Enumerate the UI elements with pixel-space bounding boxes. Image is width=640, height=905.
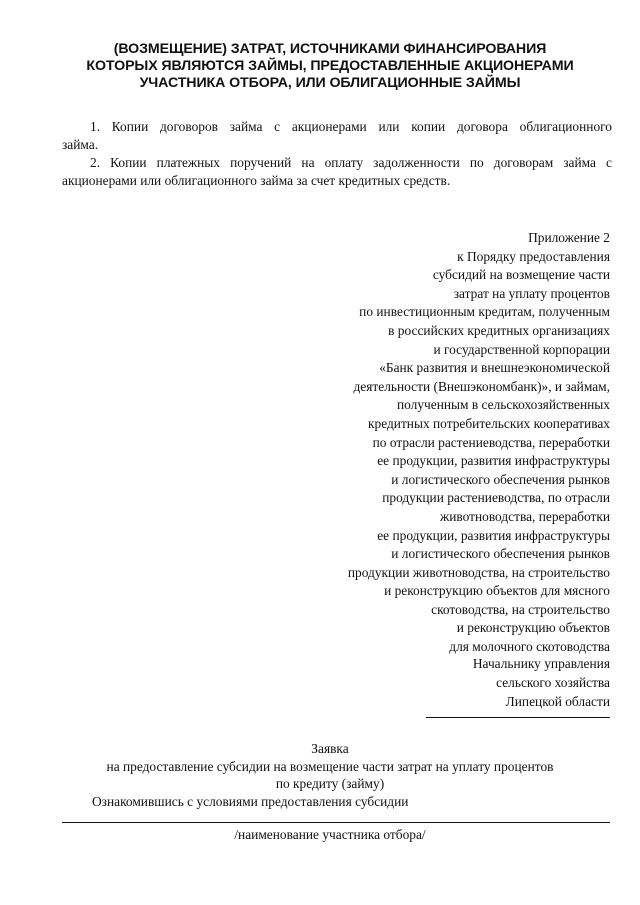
appendix-line: к Порядку предоставления	[457, 248, 610, 264]
appendix-line: продукции растениеводства, по отрасли	[382, 490, 610, 506]
list-item-1	[62, 118, 612, 154]
appendix-line: и государственной корпорации	[433, 341, 610, 357]
list-item-text: 2. Копии платежных поручений на оплату задолженности по договорам займа с	[90, 155, 612, 170]
appendix-line: полученным в сельскохозяйственных	[396, 397, 610, 413]
appendix-line: кредитных потребительских кооперативах	[368, 415, 610, 431]
list-item-text: займа.	[62, 137, 99, 152]
section-heading	[50, 41, 610, 92]
addressee-name-blank-line	[426, 717, 610, 718]
application-title: Заявка	[311, 741, 349, 756]
list-item-2	[62, 154, 612, 190]
appendix-line: для молочного скотоводства	[449, 639, 610, 655]
appendix-line: и реконструкцию объектов	[456, 620, 610, 636]
application-subtitle-line: на предоставление субсидии на возмещение части затрат на уплату процентов	[106, 759, 554, 774]
heading-line: УЧАСТНИКА ОТБОРА, ИЛИ ОБЛИГАЦИОННЫЕ ЗАЙМЫ	[139, 75, 521, 91]
appendix-line: в российских кредитных организациях	[388, 322, 610, 338]
appendix-line: и реконструкцию объектов для мясного	[384, 583, 610, 599]
appendix-line: по инвестиционным кредитам, полученным	[359, 304, 610, 320]
appendix-line: животноводства, переработки	[439, 508, 610, 524]
appendix-line: деятельности (Внешэкономбанк)», и займам,	[353, 378, 610, 394]
appendix-line: затрат на уплату процентов	[453, 285, 610, 301]
application-subtitle-line: по кредиту (займу)	[275, 776, 385, 791]
list-item-text: 1. Копии договоров займа с акционерами или копии договора облигационного	[90, 119, 612, 134]
addressee-block	[350, 654, 610, 711]
application-intro: Ознакомившись с условиями предоставления субсидии	[92, 794, 409, 809]
appendix-block	[250, 229, 610, 657]
heading-line: КОТОРЫХ ЯВЛЯЮТСЯ ЗАЙМЫ, ПРЕДОСТАВЛЕННЫЕ АКЦИОНЕРАМИ	[86, 58, 574, 74]
addressee-line: сельского хозяйства	[496, 675, 610, 690]
appendix-line: субсидий на возмещение части	[432, 267, 610, 283]
appendix-line: скотоводства, на строительство	[431, 601, 610, 617]
appendix-line: ее продукции, развития инфраструктуры	[377, 453, 610, 469]
participant-name-blank-line	[62, 822, 610, 823]
appendix-line: и логистического обеспечения рынков	[391, 471, 610, 487]
appendix-line: «Банк развития и внешнеэкономической	[379, 360, 610, 376]
appendix-line: ее продукции, развития инфраструктуры	[377, 527, 610, 543]
appendix-line: Приложение 2	[528, 230, 610, 245]
addressee-line: Начальнику управления	[472, 656, 610, 671]
heading-line: (ВОЗМЕЩЕНИЕ) ЗАТРАТ, ИСТОЧНИКАМИ ФИНАНСИРОВАНИЯ	[113, 41, 547, 57]
appendix-line: продукции животноводства, на строительство	[347, 564, 610, 580]
addressee-line: Липецкой области	[505, 694, 610, 709]
participant-name-caption: /наименование участника отбора/	[234, 827, 426, 842]
appendix-line: по отрасли растениеводства, переработки	[372, 434, 610, 450]
list-item-text: акционерами или облигационного займа за счет кредитных средств.	[62, 173, 451, 188]
appendix-line: и логистического обеспечения рынков	[391, 546, 610, 562]
